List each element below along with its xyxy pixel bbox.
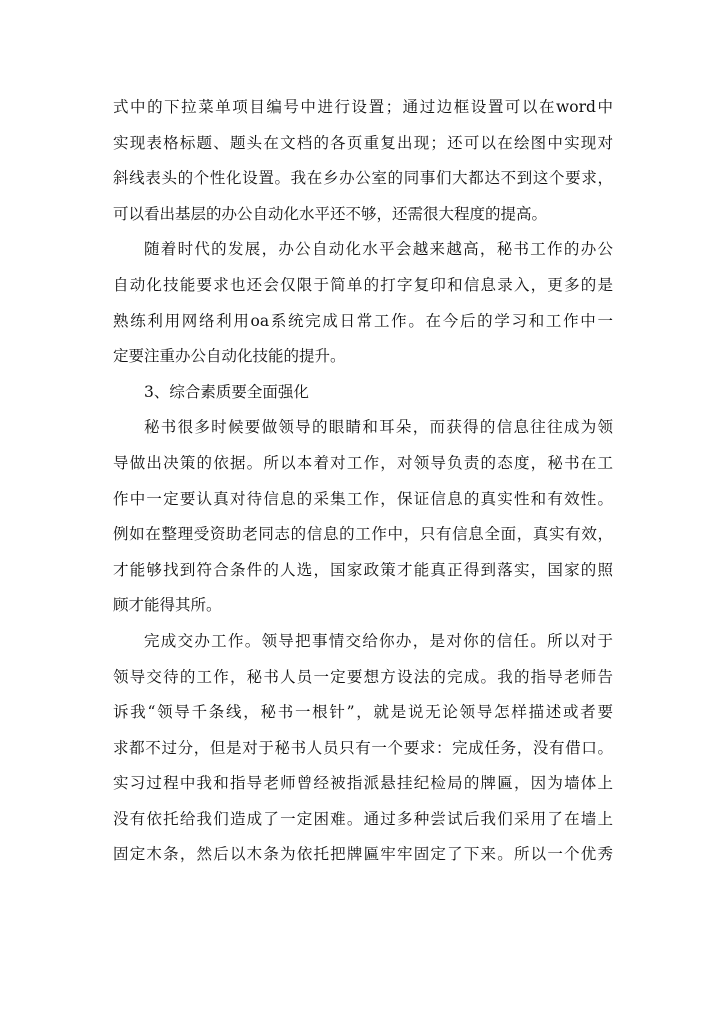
text-line: 求都不过分，但是对于秘书人员只有一个要求：完成任务，没有借口。	[113, 738, 613, 757]
paragraph	[113, 410, 613, 624]
text-line: 导做出决策的依据。所以本着对工作，对领导负责的态度，秘书在工	[113, 453, 613, 472]
text-line: 随着时代的发展，办公自动化水平会越来越高，秘书工作的办公	[144, 240, 613, 259]
section-heading	[113, 375, 613, 411]
text-line: 顾才能得其所。	[113, 596, 222, 615]
text-line: 实习过程中我和指导老师曾经被指派悬挂纪检局的牌匾，因为墙体上	[113, 774, 613, 793]
section-heading-text: 3、综合素质要全面强化	[144, 382, 309, 401]
text-line: 固定木条，然后以木条为依托把牌匾牢牢固定了下来。所以一个优秀	[113, 845, 613, 864]
text-line: 没有依托给我们造成了一定困难。通过多种尝试后我们采用了在墙上	[113, 809, 613, 828]
text-line: 作中一定要认真对待信息的采集工作，保证信息的真实性和有效性。	[113, 489, 613, 508]
text-line: 秘书很多时候要做领导的眼睛和耳朵，而获得的信息往往成为领	[144, 418, 613, 437]
text-line: 领导交待的工作，秘书人员一定要想方设法的完成。我的指导老师告	[113, 667, 613, 686]
text-line: 实现表格标题、题头在文档的各页重复出现；还可以在绘图中实现对	[113, 133, 613, 152]
paragraph	[113, 90, 613, 232]
text-line: 可以看出基层的办公自动化水平还不够，还需很大程度的提高。	[113, 204, 548, 223]
text-line: 诉我“领导千条线，秘书一根针”，就是说无论领导怎样描述或者要	[113, 703, 613, 722]
text-line: 定要注重办公自动化技能的提升。	[113, 347, 346, 366]
document-body	[113, 90, 613, 873]
paragraph	[113, 232, 613, 374]
text-line: 自动化技能要求也还会仅限于简单的打字复印和信息录入，更多的是	[113, 275, 613, 294]
text-line: 才能够找到符合条件的人选，国家政策才能真正得到落实，国家的照	[113, 560, 613, 579]
text-line: 完成交办工作。领导把事情交给你办，是对你的信任。所以对于	[144, 631, 613, 650]
text-line: 式中的下拉菜单项目编号中进行设置；通过边框设置可以在word中	[113, 98, 613, 116]
text-line: 例如在整理受资助老同志的信息的工作中，只有信息全面，真实有效，	[113, 525, 613, 544]
text-line: 熟练利用网络利用oa系统完成日常工作。在今后的学习和工作中一	[113, 311, 613, 330]
text-line: 斜线表头的个性化设置。我在乡办公室的同事们大都达不到这个要求，	[113, 169, 613, 188]
paragraph	[113, 624, 613, 873]
